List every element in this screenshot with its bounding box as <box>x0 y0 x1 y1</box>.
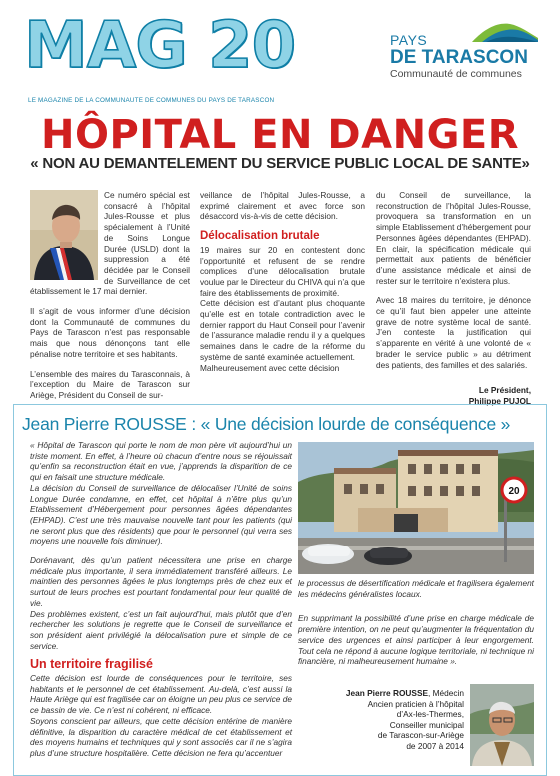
interview-column-2 <box>298 578 534 675</box>
hospital-photo <box>298 442 534 574</box>
interview-paragraph: le processus de désertification médicale et fragilisera également les médecins généralistes locaux. <box>298 578 534 599</box>
caption-name: Jean Pierre ROUSSE <box>345 688 429 698</box>
signature-role: Le Président, <box>478 385 531 395</box>
caption-suffix: , Médecin <box>428 688 464 698</box>
caption-line: Conseiller municipal <box>389 719 464 730</box>
article-paragraph: Cette décision est d’autant plus choquante qu’elle est en totale contradiction avec le dernier rapport du Haut Conseil pour l’avenir de l’assurance maladie rendu il y a quelques semaines dans le cadre de la réforme du système de santé examinée actuellement. <box>200 298 365 362</box>
masthead <box>24 8 295 84</box>
article-paragraph: veillance de l’hôpital Jules-Rousse, a exprimé clairement et avec force son désaccord vis-à-vis de cette décision. <box>200 190 365 222</box>
main-headline: HÔPITAL EN DANGER <box>40 112 520 158</box>
article-paragraph: L’ensemble des maires du Tarasconnais, à l’exception du Maire de Tarascon sur Ariège, Président du Conseil de sur- <box>30 368 190 400</box>
article-paragraph: Avec 18 maires du territoire, je dénonce ce qu’il faut bien appeler une atteinte grave de notre système local de santé. J’en conteste la justification qui s’apparente en vérité à une volonté de « brader le service public » au détriment des patients, des familles et des salariés. <box>376 295 531 370</box>
interview-column-1 <box>30 440 292 767</box>
section-heading: Délocalisation brutale <box>200 230 320 243</box>
interview-paragraph: En supprimant la possibilité d’une prise en charge médicale de première intention, on ne peut qu’augmenter la fréquentation du service des urgences et ainsi participer à leur engorgement. Tout cela ne répond à aucune logique territoriale, ni technique ni financière, ni malheureusement humaine ». <box>298 613 534 667</box>
interview-paragraph: Soyons conscient par ailleurs, que cette décision entérine de manière définitive, la disparition du caractère médical de cet établissement et des moyens humains et techniques qui y sont associés car il ne s’agira plus d’une structure hospitalière. Cette décision ne fera qu’accentuer <box>30 715 292 758</box>
caption-line: d’Ax-les-Thermes, <box>396 709 464 720</box>
caption-line: de 2007 à 2014 <box>406 740 464 751</box>
logo-line-communaute: Communauté de communes <box>390 68 522 80</box>
logo-line-pays: PAYS <box>390 32 428 48</box>
signature-name: Philippe PUJOL <box>468 396 531 406</box>
doctor-photo <box>470 684 534 766</box>
magazine-title: MAG 20 <box>24 9 296 83</box>
interview-paragraph: « Hôpital de Tarascon qui porte le nom de mon père vit aujourd’hui un triste moment. En effet, à l’heure où chacun d’entre nous se réjouissait qu’enfin sa reconstruction était en vue, j’apprends la disparition de ce qui en faisait une structure médicale. <box>30 440 292 483</box>
article-column-3 <box>376 190 531 379</box>
article-column-1 <box>30 190 190 410</box>
interview-paragraph: Dorénavant, dès qu’un patient nécessitera une prise en charge médicale plus importante, il sera immédiatement transféré ailleurs. Le maintien des personnes âgées le plus longtemps près de chez eux et surtout de leurs proches est pourtant fondamental pour leur qualité de vie. <box>30 555 292 608</box>
magazine-tagline: LE MAGAZINE DE LA COMMUNAUTE DE COMMUNES DU PAYS DE TARASCON <box>28 97 275 104</box>
caption-line: de Tarascon-sur-Ariège <box>377 730 464 741</box>
caption-line: Ancien praticien à l’hôpital <box>367 698 464 709</box>
sub-headline: « NON AU DEMANTELEMENT DU SERVICE PUBLIC LOCAL DE SANTE» <box>30 155 530 172</box>
doctor-caption <box>300 688 464 752</box>
article-paragraph: 19 maires sur 20 en contestent donc l’opportunité et refusent de se rendre complices d’une délocalisation brutale voulue par le Directeur du CHIVA qui n’a que faire des établissements de proximité. <box>200 244 365 298</box>
interview-paragraph: Cette décision est lourde de conséquences pour le territoire, ses habitants et le personnel de cet établissement. Au-delà, c’est aussi la Haute Ariège qui est fragilisée car on éloigne un peu plus ce service de ce bassin de vie. Ce n’est ni cohérent, ni efficace. <box>30 673 292 716</box>
speed-limit-sign: 20 <box>508 486 520 497</box>
interview-paragraph: La décision du Conseil de surveillance de délocaliser l’Unité de soins Longue Durée condamne, en effet, cet hôpital à n’être plus qu’un Etablissement d’Hébergement pour personnes âgées dépendantes (EHPAD). C’est une très mauvaise nouvelle tant pour les patients (qui ne seront plus que des résidents) que pour le personnel (qui verra ses moyens une nouvelle fois diminuer). <box>30 482 292 547</box>
article-paragraph: Ce numéro spécial est consacré à l’hôpital Jules-Rousse et plus spécialement à l’Unité de Soins Longue Durée (USLD) dont la suppression a été décidée par le Conseil de Surveillance de cet établissement le 17 mai dernier. <box>30 190 190 297</box>
interview-title: Jean Pierre ROUSSE : « Une décision lourde de conséquence » <box>22 414 511 434</box>
article-paragraph: du Conseil de surveillance, la reconstruction de l’hôpital Jules-Rousse, provoquera sa transformation en un simple Etablissement d’hébergement pour Personnes âgées dépendantes (EHPAD). En clair, la spécification médicale qui permettait aux patients de bénéficier d’une assistance médicale et ainsi de rester sur le territoire n’existera plus. <box>376 190 531 286</box>
article-column-2 <box>200 190 365 382</box>
section-heading: Un territoire fragilisé <box>30 657 153 672</box>
interview-paragraph: Des problèmes existent, c’est un fait aujourd’hui, mais plutôt que d’en rechercher les solutions je regrette que le Conseil de surveillance et son président aient privilégié la délocalisation pure et simple de ce service. <box>30 608 292 651</box>
pays-de-tarascon-logo <box>390 18 540 88</box>
mayor-photo <box>30 190 98 280</box>
logo-line-tarascon: DE TARASCON <box>390 47 528 68</box>
article-paragraph: Il s’agit de vous informer d’une décision dont la Communauté de communes du Pays de Tarascon n’est pas responsable mais que nous dénonçons tant elle pénalise notre territoire et ses habitants. <box>30 306 190 359</box>
article-paragraph: Malheureusement avec cette décision <box>200 362 340 373</box>
